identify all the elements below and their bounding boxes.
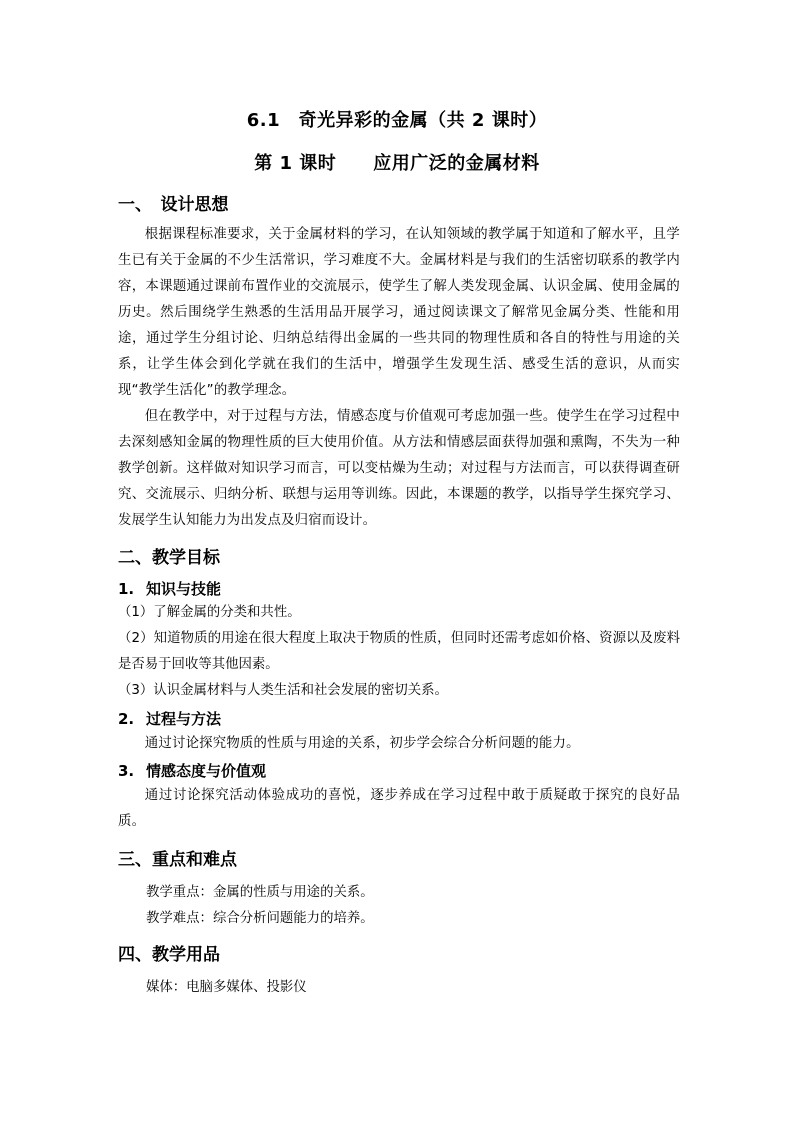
subheading-title: 知识与技能 (146, 580, 222, 598)
section-heading-design: 一、 设计思想 (118, 195, 229, 215)
subheading-number: 1. (118, 580, 135, 598)
subheading-number: 3. (118, 762, 135, 780)
subheading-title: 过程与方法 (146, 710, 222, 728)
subheading-knowledge (118, 578, 221, 599)
paragraph-process: 通过讨论探究物质的性质与用途的关系，初步学会综合分析问题的能力。 (144, 736, 580, 751)
subheading-number: 2. (118, 710, 135, 728)
subheading-process (118, 708, 221, 729)
section-heading-materials: 四、教学用品 (118, 945, 220, 965)
subheading-emotion (118, 760, 266, 781)
objective-item-3: （3）认识金属材料与人类生活和社会发展的密切关系。 (118, 683, 448, 698)
document-title: 6.1 奇光异彩的金属（共 2 课时） (246, 110, 548, 131)
section-heading-objectives: 二、教学目标 (118, 548, 220, 568)
section-heading-keypoints: 三、重点和难点 (118, 850, 237, 870)
media-text: 媒体：电脑多媒体、投影仪 (146, 980, 307, 995)
difficulty-text: 教学难点：综合分析问题能力的培养。 (146, 911, 374, 926)
key-point-text: 教学重点：金属的性质与用途的关系。 (146, 885, 374, 900)
objective-item-2: （2）知道物质的用途在很大程度上取决于物质的性质，但同时还需考虑如价格、资源以及废料是否易于回收等其他因素。 (118, 631, 680, 672)
paragraph-design-2: 但在教学中，对于过程与方法，情感态度与价值观可考虑加强一些。使学生在学习过程中去深刻感知金属的物理性质的巨大使用价值。从方法和情感层面获得加强和熏陶，不失为一种教学创新。这样做对知识学习而言，可以变枯燥为生动；对过程与方法而言，可以获得调查研究、交流展示、归纳分析、联想与运用等训练。因此，本课题的教学，以指导学生探究学习、发展学生认知能力为出发点及归宿而设计。 (118, 409, 680, 528)
paragraph-emotion: 通过讨论探究活动体验成功的喜悦，逐步养成在学习过程中敢于质疑敢于探究的良好品质。 (118, 788, 680, 829)
subheading-title: 情感态度与价值观 (146, 762, 267, 780)
document-subtitle: 第 1 课时 应用广泛的金属材料 (254, 153, 540, 174)
objective-item-1: （1）了解金属的分类和共性。 (118, 605, 301, 620)
paragraph-design-1: 根据课程标准要求，关于金属材料的学习，在认知领域的教学属于知道和了解水平，且学生已有关于金属的不少生活常识，学习难度不大。金属材料是与我们的生活密切联系的教学内容，本课题通过课前布置作业的交流展示，使学生了解人类发现金属、认识金属、使用金属的历史。然后围绕学生熟悉的生活用品开展学习，通过阅读课文了解常见金属分类、性能和用途，通过学生分组讨论、归纳总结得出金属的一些共同的物理性质和各自的特性与用途的关系，让学生体会到化学就在我们的生活中，增强学生发现生活、感受生活的意识，从而实现“教学生活化”的教学理念。 (118, 227, 680, 398)
